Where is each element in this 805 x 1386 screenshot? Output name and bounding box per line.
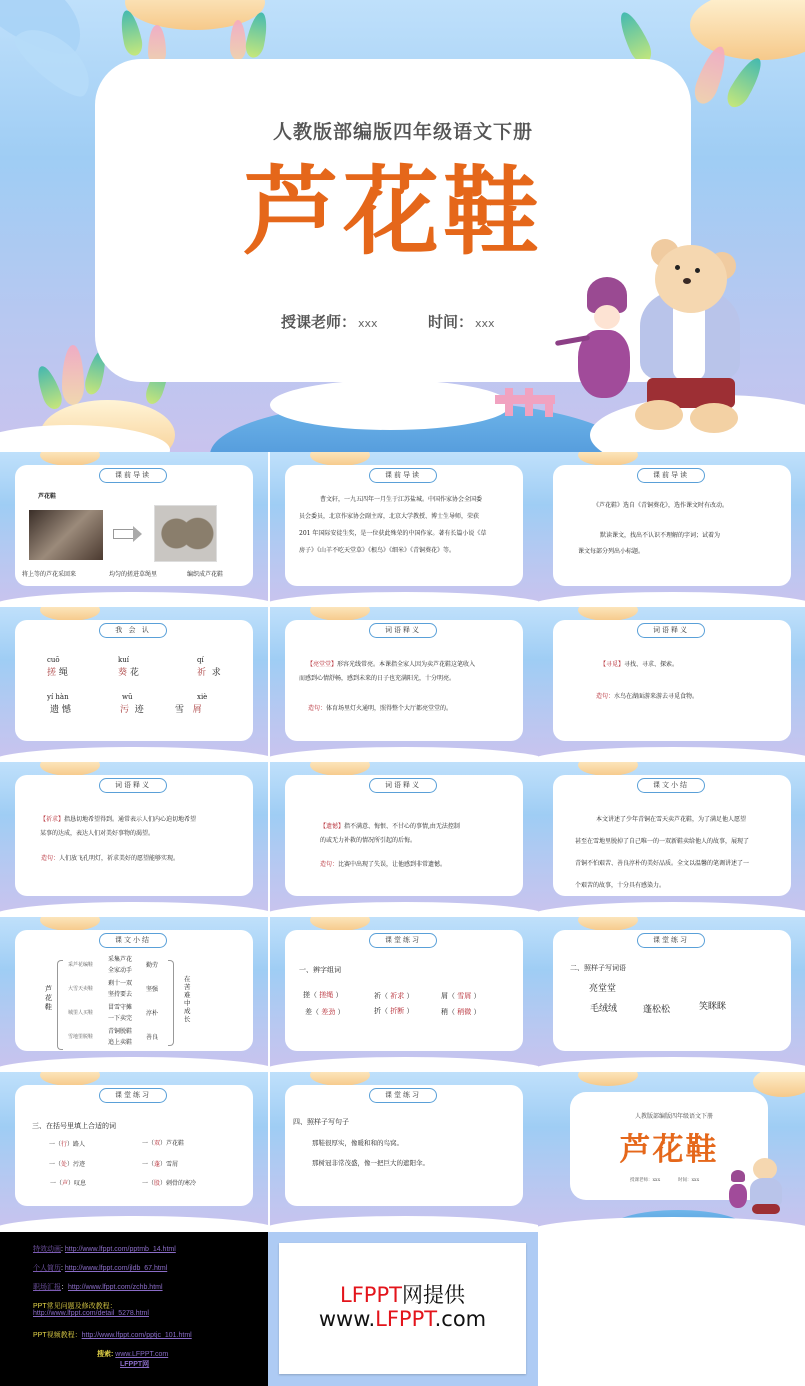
flower-cloud-icon — [40, 762, 100, 776]
hanzi-word: 搓 绳 — [47, 668, 68, 678]
snow-bank-decoration — [270, 380, 510, 430]
resource-links-panel — [0, 1232, 268, 1386]
paragraph-line: 本文讲述了少年青铜在雪天卖芦花鞋，为了满足他人愿望 — [596, 816, 747, 823]
exercise-pair: 搓（ 搓绳 ） — [303, 991, 343, 999]
fill-item: 一（行）路人 — [49, 1141, 86, 1148]
time-info — [428, 311, 495, 332]
snow-bank-decoration — [270, 592, 538, 604]
section-header: 我 会 认 — [99, 623, 167, 638]
flower-cloud-icon — [310, 917, 370, 931]
flower-cloud-icon — [40, 607, 100, 621]
slide-card — [15, 1085, 253, 1206]
mini-teacher-info: 授课老师：xxx — [630, 1178, 661, 1183]
mindmap-quality: 善良 — [146, 1034, 159, 1041]
snow-bank-decoration — [0, 902, 268, 914]
snow-bank-decoration — [538, 902, 805, 914]
fill-item: 一（蓬）雪屑 — [142, 1161, 179, 1168]
bear-head-illustration — [655, 245, 727, 313]
section-header: 词语释义 — [369, 778, 437, 793]
mindmap-item: 一下卖完 — [108, 1015, 133, 1022]
section-header: 课堂练习 — [637, 933, 705, 948]
mini-time-info: 时间：xxx — [678, 1178, 700, 1183]
slide-thumbnail[interactable] — [538, 607, 805, 759]
definition-line: 某事的达成，表达人们对美好事物的渴望。 — [40, 830, 155, 837]
slide-thumbnail[interactable] — [538, 1072, 805, 1230]
paragraph-line: 甚至在雪地里脱掉了自己唯一的一双新鞋卖给他人的故事，展现了 — [575, 838, 750, 845]
snow-bank-decoration — [0, 747, 268, 759]
answer-sentence: 那树冠非常茂盛，像一把巨大的遮阳伞。 — [312, 1159, 429, 1167]
slide-card — [553, 620, 791, 741]
flower-cloud-icon — [578, 607, 638, 621]
pink-sign-decoration — [525, 388, 533, 416]
intro-line: 课文每部分列出小标题。 — [578, 548, 645, 555]
slide-thumbnail[interactable] — [0, 1072, 268, 1230]
mindmap-root: 芦花鞋 — [45, 985, 52, 1011]
promo-box — [279, 1243, 526, 1374]
mindmap-item: 追上卖鞋 — [108, 1039, 133, 1046]
snow-bank-decoration — [0, 1216, 268, 1230]
cover-subtitle: 人教版部编版四年级语文下册 — [272, 121, 533, 143]
bear-eye-icon — [675, 265, 680, 270]
hanzi-word: 污 迹 — [120, 705, 144, 715]
slide-card — [553, 775, 791, 896]
pink-sign-decoration — [505, 388, 513, 416]
pinyin: cuō — [47, 656, 60, 664]
snow-bank-decoration — [538, 1217, 805, 1230]
promo-panel — [268, 1232, 538, 1386]
reed-shoes-photo — [154, 505, 217, 562]
example-sentence: 造句：水鸟在湖面游来游去寻觅食物。 — [596, 693, 699, 700]
pinyin: wū — [122, 693, 133, 701]
pinyin: yí hàn — [47, 693, 69, 701]
section-header: 课文小结 — [637, 778, 705, 793]
mini-cover-title: 芦花鞋 — [619, 1132, 719, 1168]
snow-bank-decoration — [270, 1216, 538, 1230]
fill-item: 一（处）污迹 — [49, 1161, 86, 1168]
slide-thumbnail[interactable] — [538, 452, 805, 604]
pink-sign-decoration — [545, 395, 553, 417]
section-header: 课前导读 — [99, 468, 167, 483]
slide-thumbnail[interactable] — [0, 762, 268, 914]
cover-title: 芦花鞋 — [243, 156, 543, 268]
flower-cloud-icon — [40, 452, 100, 466]
section-header: 词语释义 — [369, 623, 437, 638]
mindmap-bracket — [168, 960, 174, 1046]
intro-line: 默读课文，找出不认识不理解的字词；试着为 — [600, 532, 721, 539]
time-label: 时间： — [428, 313, 474, 331]
flower-cloud-icon — [310, 452, 370, 466]
slide-card — [285, 1085, 523, 1206]
snow-bank-decoration — [270, 1057, 538, 1069]
teacher-info — [281, 311, 378, 332]
resource-link-row — [33, 1310, 149, 1317]
caption: 将上等的芦花采回来 — [22, 571, 77, 578]
exercise-question: 三、在括号里填上合适的词 — [32, 1122, 116, 1130]
mindmap-quality: 勤劳 — [146, 962, 159, 969]
resource-link-row: 特效动画: http://www.lfppt.com/pptmb_14.html — [33, 1246, 176, 1253]
exercise-pair: 屑（ 雪屑 ） — [441, 992, 481, 1000]
resource-link[interactable]: http://www.lfppt.com/detail_5278.html — [33, 1310, 149, 1317]
girl-dress-illustration — [729, 1184, 747, 1208]
slide-card — [15, 775, 253, 896]
exercise-pair: 差（ 差劲 ） — [305, 1008, 345, 1016]
hanzi-word: 遗 憾 — [50, 705, 71, 715]
cover-slide[interactable] — [0, 0, 805, 452]
example-sentence: 造句：比赛中出现了失误，让他感到非常遗憾。 — [320, 861, 447, 868]
resource-link-row: PPT视频教程：http://www.lfppt.com/pptjc_101.html — [33, 1332, 192, 1339]
exercise-pair: 祈（ 祈求 ） — [374, 992, 414, 1000]
snow-bank-decoration — [538, 747, 805, 759]
slide-card — [15, 620, 253, 741]
mindmap-item: 采集芦花 — [108, 956, 133, 963]
leaf-decoration-icon — [33, 363, 65, 411]
resource-link[interactable]: www.LFPPT.com — [115, 1351, 169, 1358]
bear-foot-illustration — [690, 403, 738, 433]
resource-link-row: 职场汇报：http://www.lfppt.com/zchb.html — [33, 1284, 163, 1291]
section-header: 课堂练习 — [99, 1088, 167, 1103]
answer-word: 蓬松松 — [643, 1005, 671, 1015]
resource-link[interactable]: http://www.lfppt.com/zchb.html — [68, 1284, 163, 1291]
example-sentence: 造句：人们放飞孔明灯，祈求美好的愿望能够实现。 — [41, 855, 180, 862]
mindmap-bracket — [57, 960, 63, 1050]
mindmap-conclusion: 在苦难中成长 — [184, 975, 191, 1023]
flower-cloud-icon — [125, 0, 265, 30]
section-header: 词语释义 — [637, 623, 705, 638]
pinyin: xiè — [197, 693, 208, 701]
mindmap-quality: 坚强 — [146, 986, 159, 993]
section-header: 课堂练习 — [369, 1088, 437, 1103]
example-sentence: 那鞋很厚实，像暖和和的鸟窝。 — [312, 1139, 403, 1147]
flower-cloud-icon — [578, 917, 638, 931]
leaf-decoration-icon — [62, 345, 84, 405]
exercise-pair: 稍（ 稍微 ） — [441, 1008, 481, 1016]
time-value: xxx — [475, 317, 495, 330]
slide-thumbnail[interactable] — [270, 917, 538, 1069]
resource-link-row: PPT常见问题及修改教程： — [33, 1303, 117, 1310]
flower-cloud-icon — [310, 762, 370, 776]
hanzi-word: 雪 屑 — [175, 705, 202, 715]
mindmap-item: 坚持要去 — [108, 991, 133, 998]
exercise-pair: 折（ 折断 ） — [374, 1007, 414, 1015]
paragraph-line: 个艰苦的故事，十分具有感染力。 — [575, 882, 666, 889]
slide-card — [553, 465, 791, 586]
slide-thumbnail[interactable] — [270, 1072, 538, 1230]
bear-foot-illustration — [635, 400, 683, 430]
flower-cloud-icon — [578, 762, 638, 776]
girl-hat-illustration — [731, 1170, 745, 1182]
arrow-head-icon — [133, 526, 142, 542]
bear-eye-icon — [695, 268, 700, 273]
mindmap-item: 冒雪守摊 — [108, 1004, 133, 1011]
example-sentence: 造句：体育场里灯火通明，照得整个大厅都亮堂堂的。 — [308, 705, 453, 712]
answer-word: 毛绒绒 — [590, 1004, 618, 1014]
snow-bank-decoration — [270, 902, 538, 914]
section-header: 词语释义 — [99, 778, 167, 793]
paragraph-line: 曹文轩，一九五四年一月生于江苏盐城。中国作家协会全国委 — [320, 496, 483, 503]
definition-line: 【祈求】指恳切地希望得到。通常表示人们内心迫切地希望 — [40, 816, 197, 823]
hanzi-word: 葵 花 — [118, 668, 139, 678]
bear-head-illustration — [753, 1158, 777, 1180]
resource-link[interactable]: LFPPT网 — [120, 1361, 150, 1368]
resource-link[interactable]: http://www.lfppt.com/jldb_67.html — [64, 1265, 168, 1272]
section-header: 课前导读 — [637, 468, 705, 483]
flower-cloud-icon — [690, 0, 805, 60]
mindmap-item: 青铜脱鞋 — [108, 1028, 133, 1035]
leaf-decoration-icon — [723, 54, 768, 112]
paragraph-line: 201 年国际安徒生奖，是一位获此殊荣的中国作家。著有长篇小说《草 — [299, 530, 487, 537]
flower-cloud-icon — [578, 1072, 638, 1086]
mindmap-branch: 采芦花编鞋 — [68, 962, 94, 968]
slide-card — [285, 930, 523, 1051]
definition-line: 【亮堂堂】形容光线常亮。本课指全家人因为卖芦花鞋这笔收入 — [307, 661, 476, 668]
exercise-question: 一、辨字组词 — [299, 966, 341, 974]
paragraph-line: 员会委员，北京作家协会副主席，北京大学教授、博士生导师，荣获 — [299, 513, 480, 520]
resource-link-row: 个人简历: http://www.lfppt.com/jldb_67.html — [33, 1265, 168, 1272]
example-word: 亮堂堂 — [589, 984, 617, 994]
hanzi-word: 祈 求 — [197, 668, 221, 678]
snow-bank-decoration — [270, 747, 538, 759]
bear-pants-illustration — [752, 1204, 780, 1214]
snow-bank-decoration — [0, 1057, 268, 1069]
definition-line: 而感到心情舒畅，感到未来的日子也充满阳光，十分明亮。 — [299, 675, 456, 682]
leaf-decoration-icon — [614, 8, 655, 66]
fill-item: 一（股）刺骨的寒冷 — [142, 1180, 197, 1187]
teacher-label: 授课老师： — [281, 313, 357, 331]
slide-thumbnail[interactable] — [538, 917, 805, 1069]
bear-coat-illustration — [750, 1178, 782, 1206]
caption: 均匀的搓进草绳里 — [109, 571, 158, 578]
flower-cloud-icon — [310, 607, 370, 621]
slide-thumbnail[interactable] — [538, 762, 805, 914]
paragraph-line: 房子》《山羊不吃天堂草》《根鸟》《细米》《青铜葵花》等。 — [299, 547, 456, 554]
slide-thumbnail[interactable] — [0, 607, 268, 759]
fill-item: 一（声）叹息 — [50, 1180, 87, 1187]
slide-thumbnail[interactable] — [270, 762, 538, 914]
slide-heading: 芦花鞋 — [38, 493, 57, 500]
exercise-question: 二、照样子写词语 — [570, 964, 626, 972]
mindmap-branch: 雪地里脱鞋 — [68, 1034, 94, 1040]
reed-photo — [29, 510, 103, 560]
section-header: 课文小结 — [99, 933, 167, 948]
flower-cloud-icon — [753, 1072, 805, 1097]
slide-card — [285, 620, 523, 741]
slide-card — [553, 930, 791, 1051]
exercise-question: 四、照样子写句子 — [293, 1118, 349, 1126]
slide-thumbnail[interactable] — [270, 607, 538, 759]
snow-bank-decoration — [538, 1057, 805, 1069]
answer-word: 笑眯眯 — [699, 1002, 727, 1012]
flower-cloud-icon — [578, 452, 638, 466]
flower-cloud-icon — [40, 1072, 100, 1086]
snow-bank-decoration — [538, 592, 805, 604]
intro-line: 《芦花鞋》选自《青铜葵花》，选作课文时有改动。 — [593, 502, 729, 509]
pinyin: qí — [197, 656, 204, 664]
definition-line: 的或无力补救的情况所引起的后悔。 — [320, 837, 417, 844]
slide-card — [285, 775, 523, 896]
section-header: 课前导读 — [369, 468, 437, 483]
slide-card — [285, 465, 523, 586]
slide-card — [15, 465, 253, 586]
caption: 编织成芦花鞋 — [187, 571, 224, 578]
arrow-icon — [113, 529, 135, 539]
section-header: 课堂练习 — [369, 933, 437, 948]
flower-cloud-icon — [40, 917, 100, 931]
fill-item: 一（双）芦花鞋 — [142, 1140, 185, 1147]
leaf-decoration-icon — [230, 20, 246, 60]
paragraph-line: 青铜不怕艰苦、善良淳朴的美好品质。全文以温馨的笔调讲述了一 — [575, 860, 750, 867]
teacher-value: xxx — [358, 317, 378, 330]
slide-thumbnail[interactable] — [0, 452, 268, 604]
girl-face-illustration — [594, 305, 620, 329]
mindmap-branch: 大雪天卖鞋 — [68, 986, 94, 992]
mindmap-quality: 淳朴 — [146, 1010, 159, 1017]
mindmap-item: 全家动手 — [108, 967, 133, 974]
mindmap-item: 剩十一双 — [108, 980, 133, 987]
definition-line: 【遗憾】指不满意、悔恨、不甘心的事情,由无法控制 — [320, 823, 460, 830]
resource-link[interactable]: http://www.lfppt.com/pptjc_101.html — [81, 1332, 192, 1339]
bear-nose-icon — [683, 278, 691, 284]
mini-cover-subtitle: 人教版部编版四年级语文下册 — [634, 1113, 713, 1120]
slide-thumbnail[interactable] — [270, 452, 538, 604]
slide-card — [15, 930, 253, 1051]
pinyin: kuí — [118, 656, 129, 664]
mindmap-branch: 城里人买鞋 — [68, 1010, 94, 1016]
snow-bank-decoration — [0, 592, 268, 604]
promo-line-2: www.LFPPT.com — [318, 1307, 487, 1331]
definition-line: 【寻觅】寻找、寻求、探索。 — [600, 661, 679, 668]
slide-thumbnail[interactable] — [0, 917, 268, 1069]
resource-link-row: 搜索: www.LFPPT.com — [97, 1351, 169, 1358]
resource-link-row — [120, 1359, 149, 1369]
flower-cloud-icon — [310, 1072, 370, 1086]
resource-link[interactable]: http://www.lfppt.com/pptmb_14.html — [64, 1246, 176, 1253]
promo-line-1: LFPPT网提供 — [340, 1283, 465, 1307]
